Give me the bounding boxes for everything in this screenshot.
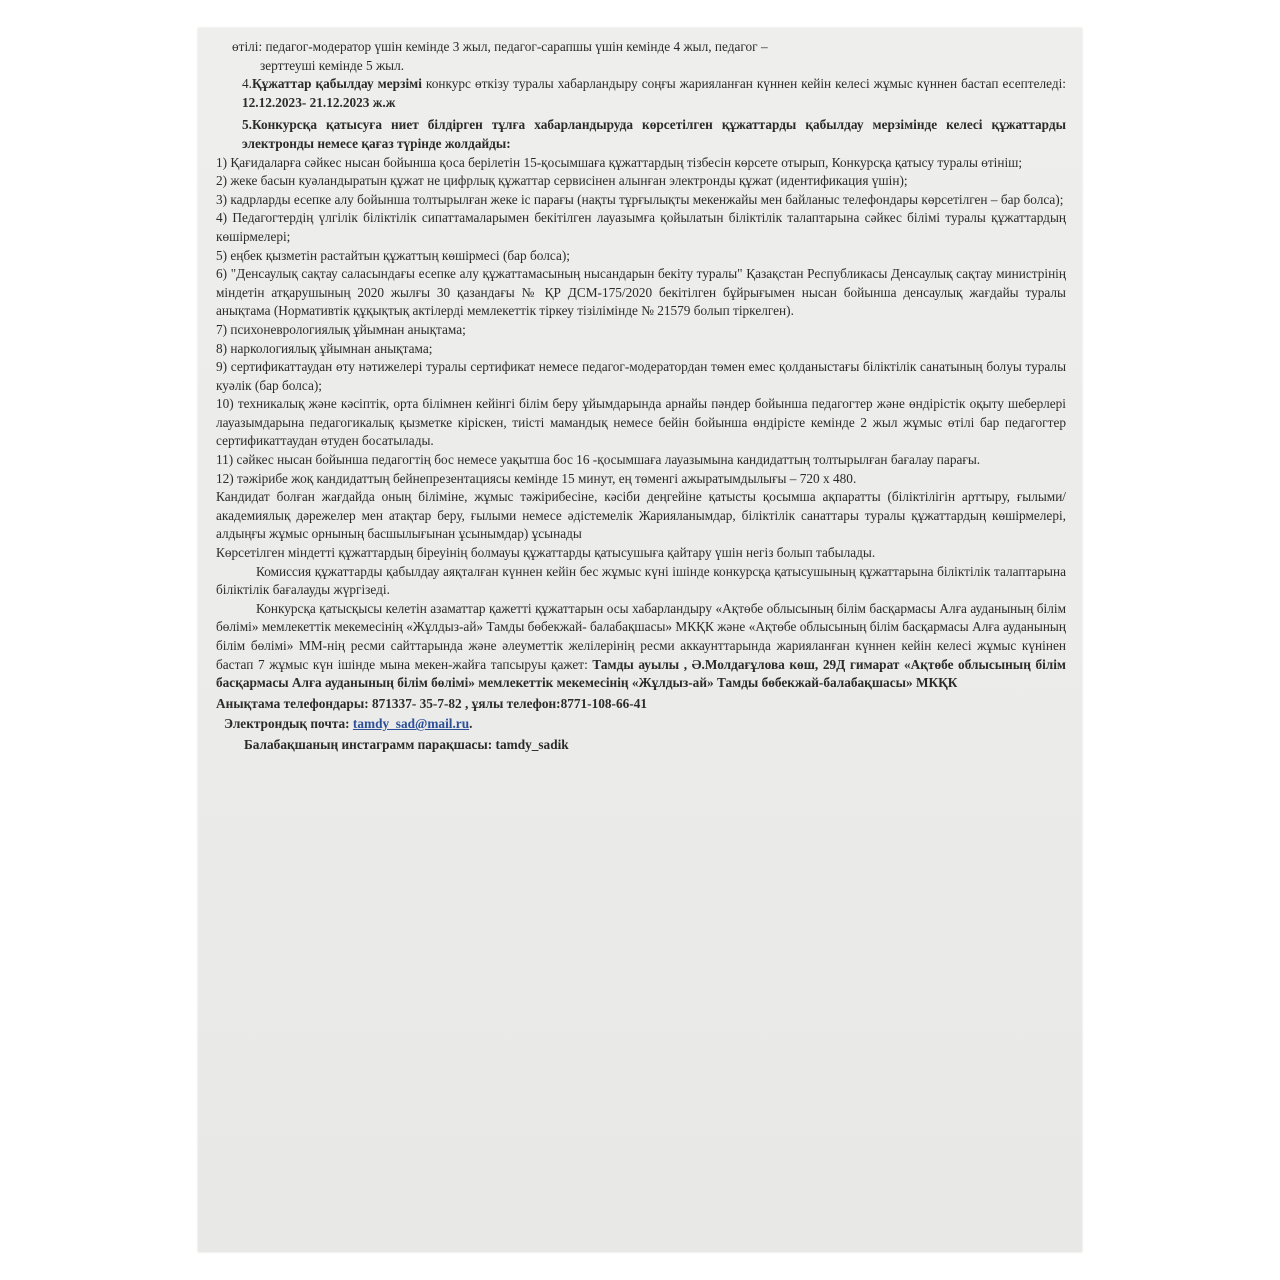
list-item: 4) Педагогтердің үлгілік біліктілік сипаттамаларымен бекітілген лауазымға қойылатын біліктілік талаптарына сәйкес білімі туралы құжаттардың көшірмелері; (216, 210, 1066, 244)
contact-phones: Анықтама телефондары: 871337- 35-7-82 , ұялы телефон:8771-108-66-41 (216, 695, 647, 711)
list-item: 2) жеке басын куәландыратын құжат не цифрлық құжаттар сервисінен алынған электронды құжат (идентификация үшін); (216, 173, 908, 189)
list-item: 7) психоневрологиялық ұйымнан анықтама; (216, 321, 466, 337)
section-4-text: конкурс өткізу туралы хабарландыру соңғы жарияланған күннен кейін келесі жұмыс күннен бастап есептеледі: (421, 76, 1066, 92)
list-item: 10) техникалық және кәсіптік, орта білімнен кейінгі білім беру ұйымдарында арнайы пәндер бойынша педагогтер және өндірістік оқыту шеберлері лауазымдарына педагогикалық қызметке кіріскен, тиісті мамандық немесе бейін бойынша өндірісте кемінде 2 жыл жұмыс өтілі бар педагогтер сертификаттаудан өтуден босатылады. (216, 396, 1066, 449)
section-4-heading: Құжаттар қабылдау мерзімі (251, 76, 422, 92)
email-tail: . (469, 716, 473, 732)
document-page (198, 28, 1082, 1252)
section-4-number: 4. (242, 76, 252, 92)
submission-text: Конкурсқа қатысқысы келетін азаматтар қажетті құжаттарын осы хабарландыру «Ақтөбе облысының білім басқармасы Алға ауданының білім бөлімі» мемлекеттік мекемесінің «Жұлдыз-ай» Тамды бөбекжай- балабақшасы» МКҚК және «Ақтөбе облысының білім басқармасы Алға ауданының білім бөлімі» ММ-нің ресми сайттарында және әлеуметтік желілерінің ресми аккаунттарында жарияланған күннен кейін келесі жұмыс күнінен бастап 7 жұмыс күн ішінде мына мекен-жайға тапсыруы қажет: (216, 600, 1066, 672)
intro-line-1: өтілі: педагог-модератор үшін кемінде 3 жыл, педагог-сарапшы үшін кемінде 4 жыл, педагог – (232, 39, 768, 54)
intro-line-2: зерттеуші кемінде 5 жыл. (260, 57, 405, 73)
list-item: 6) "Денсаулық сақтау саласындағы есепке алу құжаттамасының нысандарын бекіту туралы" Қазақстан Республикасы Денсаулық сақтау министрінің міндетін атқарушының 2020 жылғы 30 қазандағы № ҚР ДСМ-175/2020 бекітілген бұйрығымен нысан бойынша денсаулық жағдайы туралы анықтама (Нормативтік құқықтық актілерді мемлекеттік тіркеу тізілімінде № 21579 болып тіркелген). (216, 266, 1066, 319)
submission-paragraph (216, 600, 1066, 693)
document-body (216, 38, 1066, 755)
list-item: 1) Қағидаларға сәйкес нысан бойынша қоса берілетін 15-қосымшаға құжаттардың тізбесін көрсете отырып, Конкурсқа қатысу туралы өтініш; (216, 154, 1023, 170)
section-5-heading: 5.Конкурсқа қатысуға ниет білдірген тұлға хабарландыруда көрсетілген құжаттарды қабылдау мерзімінде келесі құжаттарды электронды немесе қағаз түрінде жолдайды: (242, 117, 1066, 151)
submission-address: Тамды ауылы , Ә.Молдағұлова көш, 29Д гимарат «Ақтөбе облысының білім басқармасы Алға ауданының білім бөлімі» мемлекеттік мекемесінің «Жұлдыз-ай» Тамды бөбекжай-балабақшасы» МКҚК (216, 656, 1066, 691)
instagram-line: Балабақшаның инстаграмм парақшасы: tamdy_sadik (244, 736, 569, 752)
section-4 (216, 75, 1066, 112)
contact-email-line (216, 715, 1066, 734)
list-item: 11) сәйкес нысан бойынша педагогтің бос немесе уақытша бос 16 -қосымшаға лауазымына кандидаттың толтырылған бағалау парағы. (216, 452, 981, 468)
email-label: Электрондық почта: (224, 716, 353, 732)
email-link[interactable]: tamdy_sad@mail.ru (352, 716, 470, 732)
list-item: 5) еңбек қызметін растайтын құжаттың көшірмесі (бар болса); (216, 247, 570, 263)
section-4-dates: 12.12.2023- 21.12.2023 ж.ж (242, 94, 396, 110)
list-item: 9) сертификаттаудан өту нәтижелері туралы сертификат немесе педагог-модератордан төмен емес қолданыстағы біліктілік санатының болуы туралы куәлік (бар болса); (216, 359, 1066, 393)
list-item: 12) тәжірибе жоқ кандидаттың бейнепрезентациясы кемінде 15 минут, ең төменгі ажыратымдылығы – 720 x 480. (216, 470, 857, 486)
list-item: 8) наркологиялық ұйымнан анықтама; (216, 340, 433, 356)
return-note: Көрсетілген міндетті құжаттардың біреуінің болмауы құжаттарды қатысушыға қайтару үшін негіз болып табылады. (216, 545, 876, 561)
list-item: 3) кадрларды есепке алу бойынша толтырылған жеке іс парағы (нақты тұрғылықты мекенжайы мен байланыс телефондары көрсетілген – бар болса); (216, 191, 1064, 207)
additional-info-paragraph: Кандидат болған жағдайда оның біліміне, жұмыс тәжірибесіне, кәсіби деңгейіне қатысты қосымша ақпаратты (біліктілігін арттыру, ғылыми/академиялық дәрежелер мен атақтар беру, ғылыми немесе әдістемелік Жарияланымдар, біліктілік санаттары туралы құжаттардың көшірмелері, алдыңғы жұмыс орнының басшылығынан ұсынымдар) ұсынады (216, 489, 1066, 542)
commission-paragraph: Комиссия құжаттарды қабылдау аяқталған күннен кейін бес жұмыс күні ішінде конкурсқа қатысушының құжаттарына біліктілік талаптарына біліктілік бағалауды жүргізеді. (216, 563, 1066, 598)
